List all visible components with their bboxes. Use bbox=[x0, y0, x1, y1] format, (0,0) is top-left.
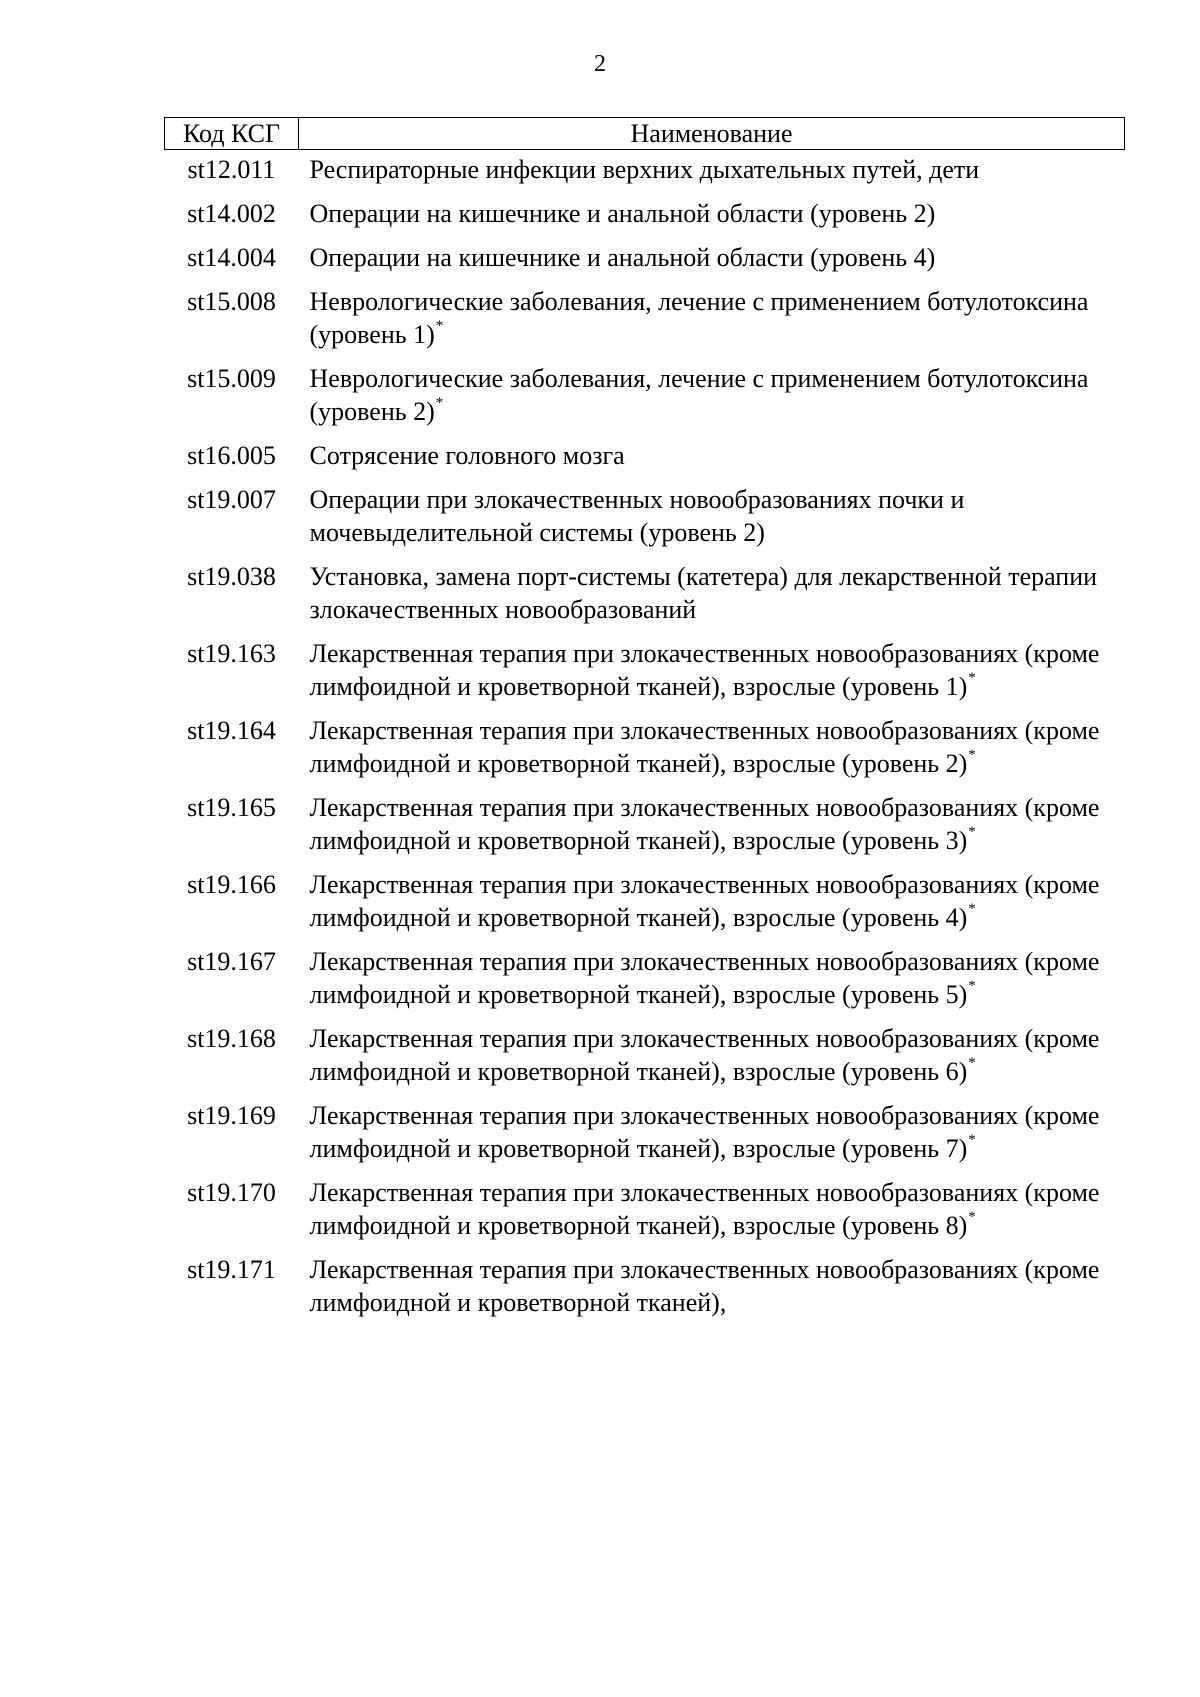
ksg-name: Лекарственная терапия при злокачественных новообразованиях (кроме лимфоидной и кроветворной тканей), взрослые (уровень 2) bbox=[309, 716, 1100, 778]
table-row bbox=[165, 362, 1125, 439]
table-row bbox=[165, 637, 1125, 714]
ksg-code: st19.171 bbox=[187, 1255, 276, 1284]
ksg-name: Операции при злокачественных новообразованиях почки и мочевыделительной системы (уровень 2) bbox=[309, 485, 965, 547]
footnote-mark: * bbox=[435, 318, 444, 334]
ksg-name-cell bbox=[299, 362, 1125, 439]
footnote-mark: * bbox=[968, 1209, 976, 1225]
ksg-name: Лекарственная терапия при злокачественных новообразованиях (кроме лимфоидной и кроветворной тканей), bbox=[309, 1255, 1100, 1317]
ksg-name-cell bbox=[299, 1099, 1125, 1176]
ksg-name: Операции на кишечнике и анальной области (уровень 2) bbox=[309, 199, 936, 228]
ksg-name: Лекарственная терапия при злокачественных новообразованиях (кроме лимфоидной и кроветворной тканей), взрослые (уровень 5) bbox=[309, 947, 1100, 1009]
ksg-code: st19.169 bbox=[187, 1101, 276, 1130]
table-row bbox=[165, 150, 1125, 198]
header-row bbox=[165, 118, 1125, 150]
ksg-name-cell bbox=[299, 1253, 1125, 1330]
ksg-name: Респираторные инфекции верхних дыхательных путей, дети bbox=[309, 155, 980, 184]
table-row bbox=[165, 1099, 1125, 1176]
ksg-name-cell bbox=[299, 714, 1125, 791]
ksg-code: st19.164 bbox=[187, 716, 276, 745]
table-row bbox=[165, 560, 1125, 637]
footnote-mark: * bbox=[968, 1055, 976, 1071]
table-row bbox=[165, 945, 1125, 1022]
ksg-name: Лекарственная терапия при злокачественных новообразованиях (кроме лимфоидной и кроветворной тканей), взрослые (уровень 4) bbox=[309, 870, 1100, 932]
footnote-mark: * bbox=[968, 747, 976, 763]
ksg-code: st16.005 bbox=[187, 441, 276, 470]
ksg-name-cell bbox=[299, 637, 1125, 714]
ksg-code: st15.009 bbox=[187, 364, 276, 393]
table-row bbox=[165, 241, 1125, 285]
ksg-name: Неврологические заболевания, лечение с применением ботулотоксина (уровень 1) bbox=[309, 287, 1089, 349]
table-row bbox=[165, 1176, 1125, 1253]
footnote-mark: * bbox=[968, 901, 976, 917]
table-row bbox=[165, 714, 1125, 791]
table-row bbox=[165, 868, 1125, 945]
ksg-name: Установка, замена порт-системы (катетера) для лекарственной терапии злокачественных новообразований bbox=[309, 562, 1098, 624]
page-number: 2 bbox=[594, 51, 606, 77]
ksg-name-cell bbox=[299, 150, 1125, 198]
ksg-code: st19.168 bbox=[187, 1024, 276, 1053]
ksg-code: st14.004 bbox=[187, 243, 276, 272]
table-row bbox=[165, 285, 1125, 362]
ksg-name-cell bbox=[299, 560, 1125, 637]
footnote-mark: * bbox=[968, 1132, 976, 1148]
ksg-code: st19.038 bbox=[187, 562, 276, 591]
ksg-name: Лекарственная терапия при злокачественных новообразованиях (кроме лимфоидной и кроветворной тканей), взрослые (уровень 3) bbox=[309, 793, 1100, 855]
ksg-code: st19.007 bbox=[187, 485, 276, 514]
ksg-name: Лекарственная терапия при злокачественных новообразованиях (кроме лимфоидной и кроветворной тканей), взрослые (уровень 7) bbox=[309, 1101, 1100, 1163]
ksg-name-cell bbox=[299, 945, 1125, 1022]
ksg-code: st19.167 bbox=[187, 947, 276, 976]
ksg-name-cell bbox=[299, 439, 1125, 483]
ksg-code: st19.165 bbox=[187, 793, 276, 822]
ksg-name-cell bbox=[299, 791, 1125, 868]
ksg-name: Операции на кишечнике и анальной области (уровень 4) bbox=[309, 243, 936, 272]
ksg-table bbox=[164, 117, 1125, 1330]
ksg-name-cell bbox=[299, 1022, 1125, 1099]
ksg-code: st19.170 bbox=[187, 1178, 276, 1207]
ksg-name-cell bbox=[299, 197, 1125, 241]
ksg-name: Лекарственная терапия при злокачественных новообразованиях (кроме лимфоидной и кроветворной тканей), взрослые (уровень 8) bbox=[309, 1178, 1100, 1240]
table-row bbox=[165, 1253, 1125, 1330]
footnote-mark: * bbox=[435, 395, 444, 411]
ksg-name-cell bbox=[299, 241, 1125, 285]
ksg-code: st15.008 bbox=[187, 287, 276, 316]
table-body bbox=[165, 150, 1125, 1331]
ksg-code: st14.002 bbox=[187, 199, 276, 228]
table-row bbox=[165, 439, 1125, 483]
footnote-mark: * bbox=[968, 824, 976, 840]
ksg-name-cell bbox=[299, 1176, 1125, 1253]
table-row bbox=[165, 791, 1125, 868]
footnote-mark: * bbox=[968, 978, 976, 994]
ksg-name: Лекарственная терапия при злокачественных новообразованиях (кроме лимфоидной и кроветворной тканей), взрослые (уровень 6) bbox=[309, 1024, 1100, 1086]
ksg-code: st19.163 bbox=[187, 639, 276, 668]
ksg-name: Сотрясение головного мозга bbox=[309, 441, 625, 470]
table-row bbox=[165, 483, 1125, 560]
table-row bbox=[165, 1022, 1125, 1099]
table-header bbox=[165, 118, 1125, 150]
header-name: Наименование bbox=[299, 118, 1125, 150]
footnote-mark: * bbox=[968, 670, 976, 686]
ksg-name: Лекарственная терапия при злокачественных новообразованиях (кроме лимфоидной и кроветворной тканей), взрослые (уровень 1) bbox=[309, 639, 1100, 701]
ksg-code: st12.011 bbox=[187, 155, 276, 184]
ksg-name-cell bbox=[299, 868, 1125, 945]
ksg-name-cell bbox=[299, 285, 1125, 362]
ksg-name: Неврологические заболевания, лечение с применением ботулотоксина (уровень 2) bbox=[309, 364, 1089, 426]
header-code: Код КСГ bbox=[165, 118, 299, 150]
table-row bbox=[165, 197, 1125, 241]
ksg-code: st19.166 bbox=[187, 870, 276, 899]
ksg-name-cell bbox=[299, 483, 1125, 560]
